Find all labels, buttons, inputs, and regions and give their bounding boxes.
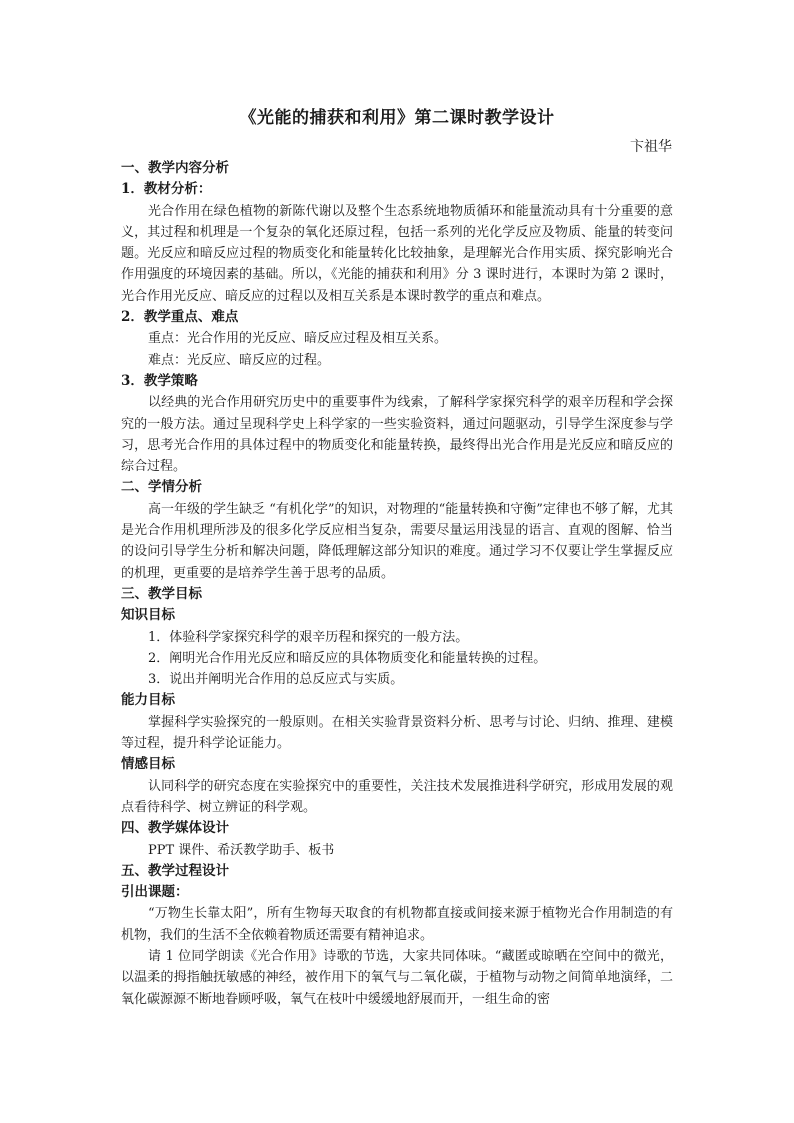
- difficulty-line: 难点：光反应、暗反应的过程。: [148, 352, 331, 368]
- subsection-heading: 1．教材分析：: [121, 181, 212, 198]
- section-heading: 二、学情分析: [121, 479, 202, 496]
- media-line: PPT 课件、希沃教学助手、板书: [148, 842, 335, 858]
- paragraph: 请 1 位同学朗读《光合作用》诗歌的节选，大家共同体味。“藏匿或晾晒在空间中的微光，以温柔的拇指触抚敏感的神经，被作用下的氧气与二氧化碳，于植物与动物之间简单地演绎，二氧化碳源源不断地眷顾呼吸，氧气在枝叶中缓缓地舒展而开，一组生命的密: [121, 948, 673, 1007]
- document-body: [121, 158, 673, 1010]
- subsection-heading: 知识目标: [121, 607, 175, 624]
- key-point-line: 重点：光合作用的光反应、暗反应过程及相互关系。: [148, 331, 448, 347]
- subsection-heading: 能力目标: [121, 692, 175, 709]
- section-heading: 四、教学媒体设计: [121, 820, 229, 837]
- paragraph: 光合作用在绿色植物的新陈代谢以及整个生态系统地物质循环和能量流动具有十分重要的意义，其过程和机理是一个复杂的氧化还原过程，包括一系列的光化学反应及物质、能量的转变问题。光反应和暗反应过程的物质变化和能量转化比较抽象，是理解光合作用实质、探究影响光合作用强度的环境因素的基础。所以，《光能的捕获和利用》分 3 课时进行，本课时为第 2 课时，光合作用光反应、暗反应的过程以及相互关系是本课时教学的重点和难点。: [121, 203, 673, 304]
- section-heading: 五、教学过程设计: [121, 862, 229, 879]
- list-item: 2．阐明光合作用光反应和暗反应的具体物质变化和能量转换的过程。: [148, 650, 547, 666]
- document-title: 《光能的捕获和利用》第二课时教学设计: [239, 108, 555, 128]
- paragraph: 以经典的光合作用研究历史中的重要事件为线索，了解科学家探究科学的艰辛历程和学会探究的一般方法。通过呈现科学史上科学家的一些实验资料，通过问题驱动，引导学生深度参与学习，思考光合作用的具体过程中的物质变化和能量转换，最终得出光合作用是光反应和暗反应的综合过程。: [121, 395, 673, 475]
- list-item: 1．体验科学家探究科学的艰辛历程和探究的一般方法。: [148, 629, 469, 645]
- section-heading: 三、教学目标: [121, 585, 202, 602]
- paragraph: 认同科学的研究态度在实验探究中的重要性，关注技术发展推进科学研究，形成用发展的观点看待科学、树立辨证的科学观。: [121, 778, 673, 815]
- subsection-heading: 3．教学策略: [121, 372, 198, 389]
- subsection-heading: 2．教学重点、难点: [121, 309, 239, 326]
- paragraph: 高一年级的学生缺乏 “有机化学”的知识，对物理的“能量转换和守衡”定律也不够了解，尤其是光合作用机理所涉及的很多化学反应相当复杂，需要尽量运用浅显的语言、直观的图解、恰当的设问引导学生分析和解决问题，降低理解这部分知识的难度。通过学习不仅要让学生掌握反应的机理，更重要的是培养学生善于思考的品质。: [121, 501, 673, 581]
- author-name: 卞祖华: [630, 139, 672, 155]
- subsection-heading: 引出课题：: [121, 884, 189, 901]
- paragraph: 掌握科学实验探究的一般原则。在相关实验背景资料分析、思考与讨论、归纳、推理、建模等过程，提升科学论证能力。: [121, 714, 673, 752]
- section-heading: 一、教学内容分析: [121, 160, 229, 176]
- paragraph: “万物生长靠太阳”，所有生物每天取食的有机物都直接或间接来源于植物光合作用制造的有机物，我们的生活不全依赖着物质还需要有精神追求。: [121, 906, 673, 943]
- subsection-heading: 情感目标: [121, 756, 175, 773]
- list-item: 3．说出并阐明光合作用的总反应式与实质。: [148, 672, 404, 688]
